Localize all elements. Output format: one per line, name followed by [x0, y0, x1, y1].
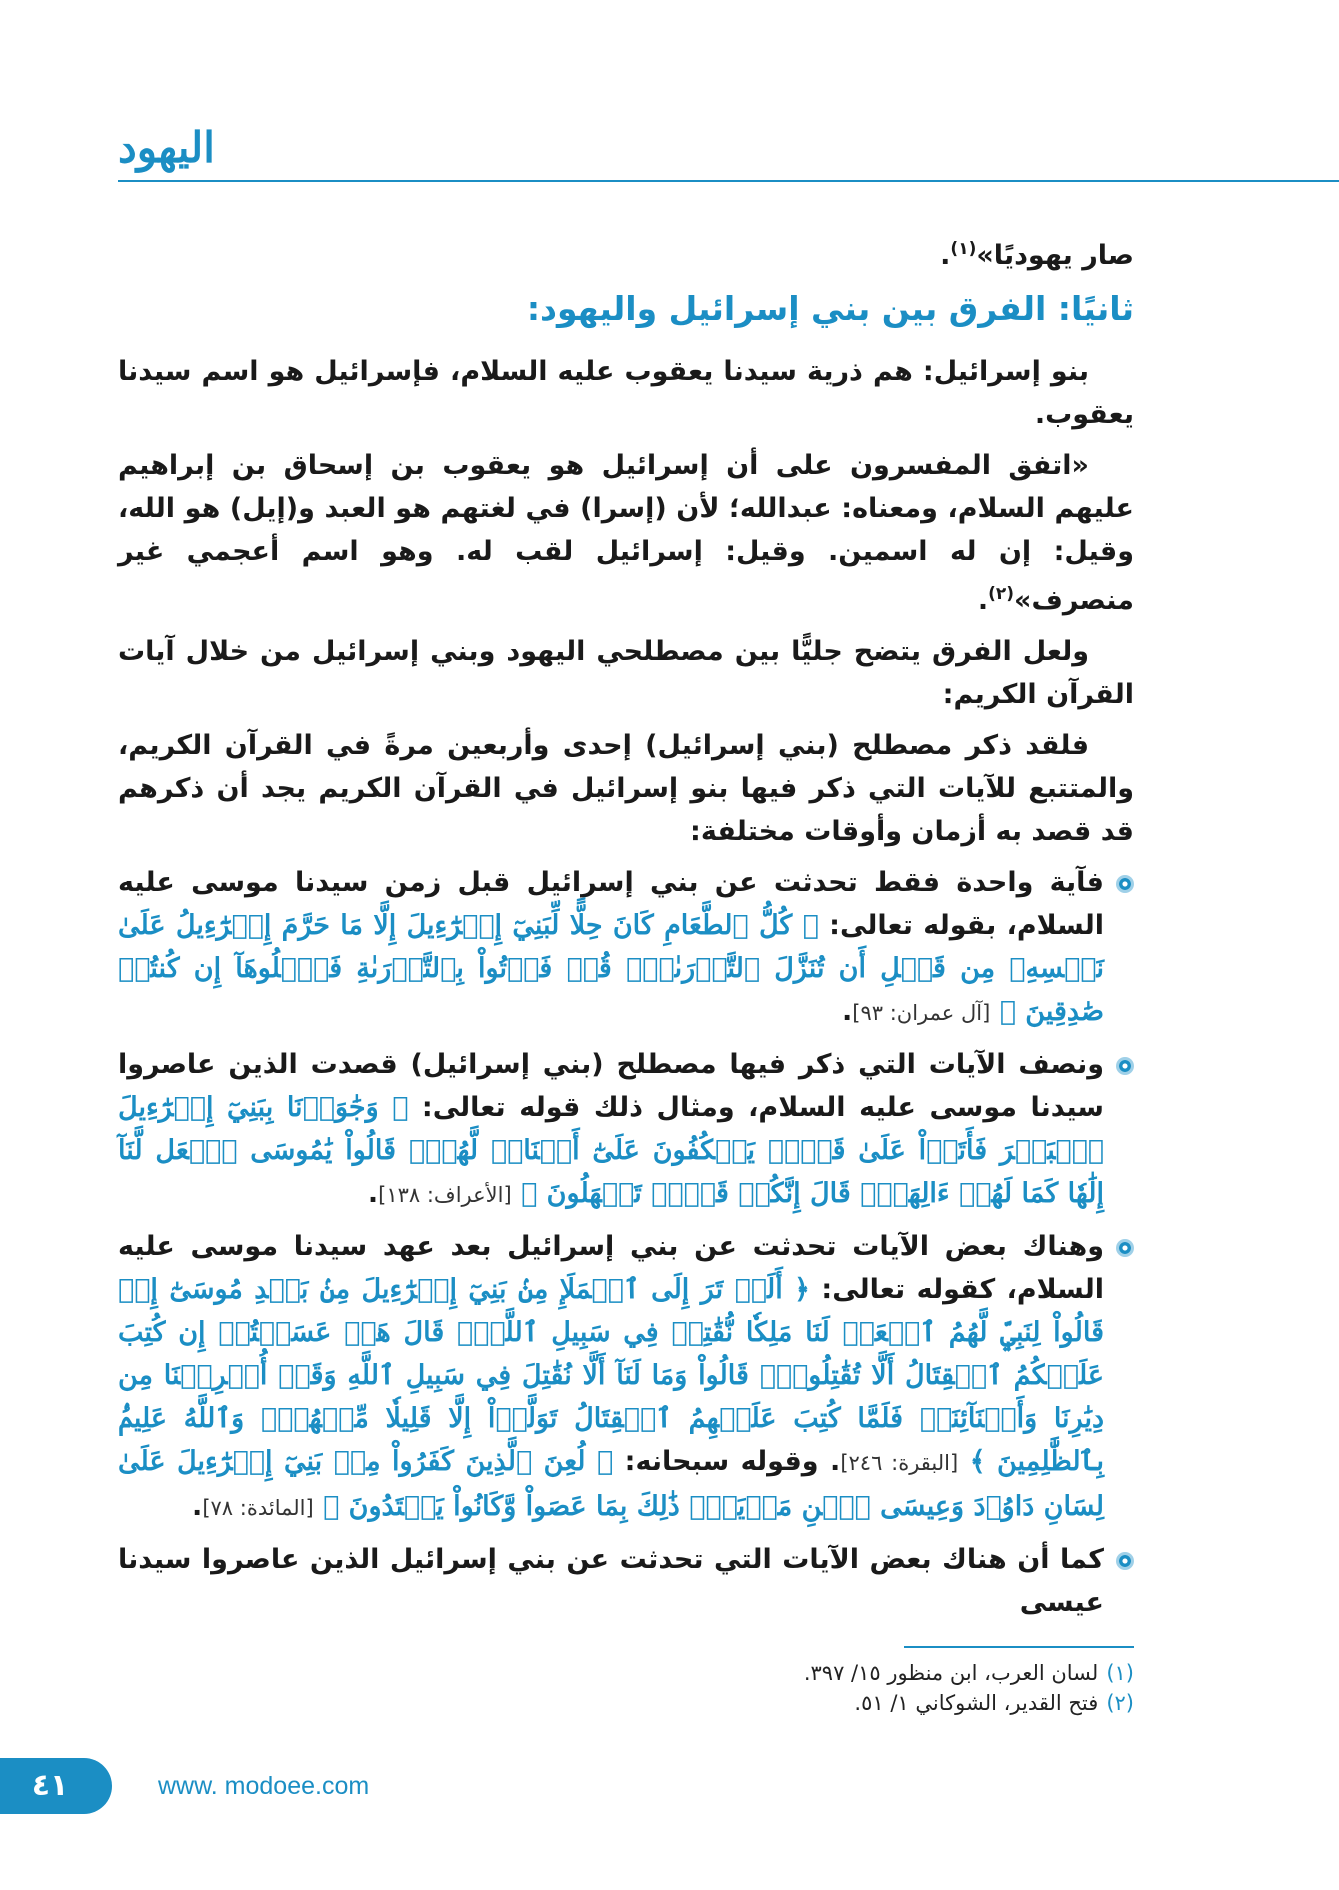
page-number: ٤١ [31, 1768, 69, 1803]
ornament-bullet-icon [1116, 1239, 1134, 1257]
verse-reference: [البقرة: ٢٤٦] [840, 1451, 959, 1475]
section-heading: ثانيًا: الفرق بين بني إسرائيل واليهود: [526, 289, 1134, 328]
bullet-item-2 [118, 1043, 1134, 1217]
verse-al-maidah: ﴿ لُعِنَ ٱلَّذِينَ كَفَرُواْ مِنۢ بَنِيٓ إِسۡرَٰٓءِيلَ عَلَىٰ لِسَانِ دَاوُۥدَ وَعِيسَى ٱبۡنِ مَرۡيَمَۚ ذَٰلِكَ بِمَا عَصَواْ وَّكَانُواْ يَعۡتَدُونَ ﴾ [118, 1446, 1104, 1522]
bullet-item-3 [118, 1225, 1134, 1530]
footnote-text: فتح القدير، الشوكاني ١/ ٥١. [854, 1691, 1099, 1715]
paragraph-quote [118, 444, 1134, 622]
paragraph-mentions: فلقد ذكر مصطلح (بني إسرائيل) إحدى وأربعين مرةً في القرآن الكريم، والمتتبع للآيات التي ذكر فيها بنو إسرائيل في القرآن الكريم يجد أن ذكرهم قد قصد به أزمان وأوقات مختلفة: [118, 730, 1134, 847]
continuation-text: صار يهوديًا» [976, 240, 1134, 271]
verse-al-baqarah: ﴿ أَلَمۡ تَرَ إِلَى ٱلۡمَلَإِ مِنۢ بَنِيٓ إِسۡرَٰٓءِيلَ مِنۢ بَعۡدِ مُوسَىٰٓ إِذۡ قَالُواْ لِنَبِيّٖ لَّهُمُ ٱبۡعَثۡ لَنَا مَلِكٗا نُّقَٰتِلۡ فِي سَبِيلِ ٱللَّهِۖ قَالَ هَلۡ عَسَيۡتُمۡ إِن كُتِبَ عَلَيۡكُمُ ٱلۡقِتَالُ أَلَّا تُقَٰتِلُواْۖ قَالُواْ وَمَا لَنَآ أَلَّا نُقَٰتِلَ فِي سَبِيلِ ٱللَّهِ وَقَدۡ أُخۡرِجۡنَا مِن دِيَٰرِنَا وَأَبۡنَآئِنَاۖ فَلَمَّا كُتِبَ عَلَيۡهِمُ ٱلۡقِتَالُ تَوَلَّوۡاْ إِلَّا قَلِيلٗا مِّنۡهُمۡۚ وَٱللَّهُ عَلِيمُۢ بِٱلظَّٰلِمِينَ ﴾ [118, 1274, 1104, 1477]
paragraph-continuation [118, 228, 1134, 277]
paragraph-definition: بنو إسرائيل: هم ذرية سيدنا يعقوب عليه السلام، فإسرائيل هو اسم سيدنا يعقوب. [118, 356, 1134, 430]
quote-text: «اتفق المفسرون على أن إسرائيل هو يعقوب بن إسحاق بن إبراهيم عليهم السلام، ومعناه: عبدالله؛ لأن (إسرا) في لغتهم هو العبد و(إيل) هو الله، وقيل: إن له اسمين. وقيل: إسرائيل لقب له. وهو اسم أعجمي غير منصرف» [118, 450, 1134, 616]
bullet-1-end: . [842, 996, 853, 1027]
ornament-bullet-icon [1116, 1552, 1134, 1570]
bullet-3-text: وهناك بعض الآيات تحدثت عن بني إسرائيل بعد عهد سيدنا موسى عليه السلام، كقوله تعالى: [118, 1231, 1104, 1305]
bullet-item-4 [118, 1538, 1134, 1624]
bullet-3-end: . [192, 1491, 203, 1522]
footnote-number: (٢) [1106, 1691, 1134, 1715]
footnote-number: (١) [1106, 1661, 1134, 1685]
footnote-rule [904, 1646, 1134, 1648]
verse-al-imran: ﴿ كُلُّ ٱلطَّعَامِ كَانَ حِلًّا لِّبَنِيٓ إِسۡرَٰٓءِيلَ إِلَّا مَا حَرَّمَ إِسۡرَٰٓءِيلُ عَلَىٰ نَفۡسِهِۦ مِن قَبۡلِ أَن تُنَزَّلَ ٱلتَّوۡرَىٰةُۚ قُلۡ فَأۡتُواْ بِٱلتَّوۡرَىٰةِ فَٱتۡلُوهَآ إِن كُنتُمۡ صَٰدِقِينَ ﴾ [118, 910, 1104, 1027]
footnote-ref-1[interactable]: (١) [950, 239, 977, 259]
footnote-text: لسان العرب، ابن منظور ١٥/ ٣٩٧. [803, 1661, 1099, 1685]
ornament-bullet-icon [1116, 875, 1134, 893]
verse-reference: [المائدة: ٧٨] [202, 1496, 314, 1520]
bullet-1-text: فآية واحدة فقط تحدثت عن بني إسرائيل قبل زمن سيدنا موسى عليه السلام، بقوله تعالى: [118, 867, 1104, 941]
footnote-ref-2[interactable]: (٢) [988, 584, 1015, 604]
paragraph-difference: ولعل الفرق يتضح جليًّا بين مصطلحي اليهود وبني إسرائيل من خلال آيات القرآن الكريم: [118, 636, 1134, 710]
footnote-item [118, 1688, 1134, 1718]
page-header-title: اليهود [118, 123, 215, 172]
page-number-tab [0, 1758, 112, 1814]
bullet-3-mid: . وقوله سبحانه: [624, 1446, 841, 1477]
header-rule [118, 180, 1339, 182]
verse-al-araf: ﴿ وَجَٰوَزۡنَا بِبَنِيٓ إِسۡرَٰٓءِيلَ ٱلۡبَحۡرَ فَأَتَوۡاْ عَلَىٰ قَوۡمٖ يَعۡكُفُونَ عَلَىٰٓ أَصۡنَامٖ لَّهُمۡۚ قَالُواْ يَٰمُوسَى ٱجۡعَل لَّنَآ إِلَٰهٗا كَمَا لَهُمۡ ءَالِهَةٞۚ قَالَ إِنَّكُمۡ قَوۡمٞ تَجۡهَلُونَ ﴾ [118, 1092, 1104, 1209]
quote-end: . [977, 585, 989, 616]
continuation-end: . [940, 240, 951, 271]
bullet-item-1 [118, 861, 1134, 1035]
bullet-2-end: . [367, 1178, 379, 1209]
bullet-2-text: ونصف الآيات التي ذكر فيها مصطلح (بني إسرائيل) قصدت الذين عاصروا سيدنا موسى عليه السلام، ومثال ذلك قوله تعالى: [118, 1049, 1104, 1123]
bullet-4-text: كما أن هناك بعض الآيات التي تحدثت عن بني إسرائيل الذين عاصروا سيدنا عيسى [118, 1544, 1104, 1618]
footnotes [118, 1658, 1134, 1718]
ornament-bullet-icon [1116, 1057, 1134, 1075]
verse-reference: [آل عمران: ٩٣] [852, 1001, 991, 1025]
website-link[interactable]: www. modoee.com [158, 1772, 370, 1800]
verse-reference: [الأعراف: ١٣٨] [378, 1183, 512, 1207]
footnote-item [118, 1658, 1134, 1688]
main-content [118, 228, 1134, 1632]
